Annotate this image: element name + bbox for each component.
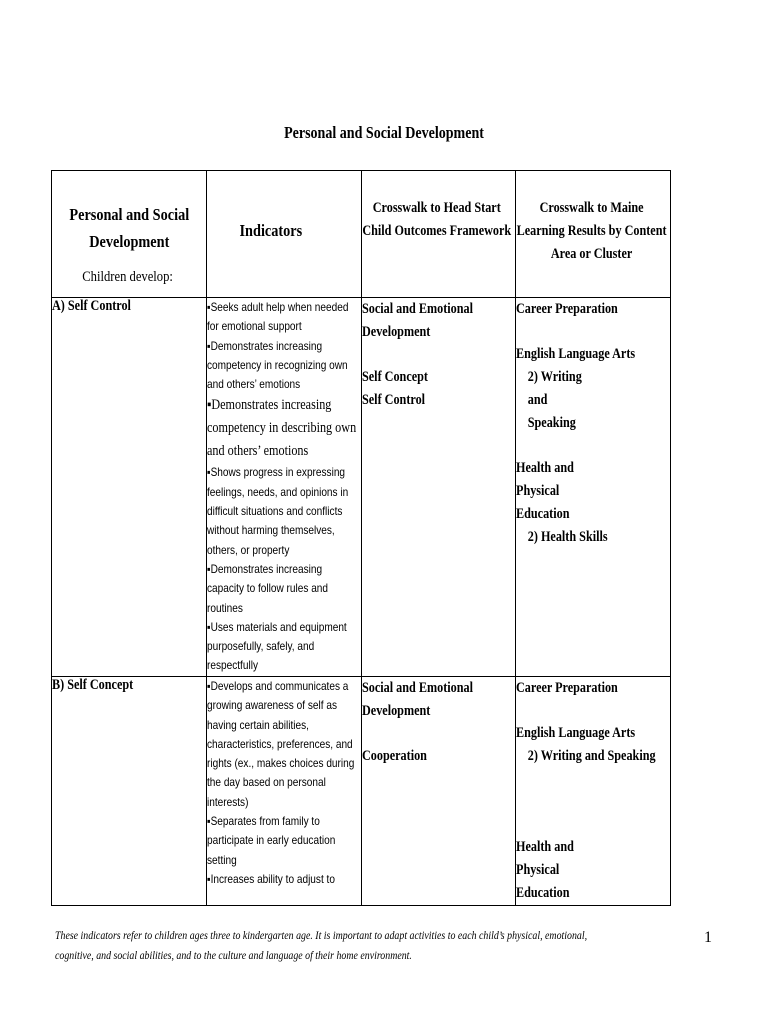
table-row <box>52 298 671 677</box>
headstart-domain: Social and Emotional Development <box>362 301 473 340</box>
indicator-item: ▪Develops and communicates a growing awareness of self as having certain abilities, characteristics, preferences, and rights (ex., makes choices during the day based on personal interests) <box>207 679 355 809</box>
header-cell-headstart <box>362 171 516 298</box>
indicator-item: ▪Uses materials and equipment purposefully, safely, and respectfully <box>207 619 347 673</box>
maine-area: English Language Arts <box>516 346 636 362</box>
maine-subitem: 2) Health Skills <box>527 529 608 545</box>
indicator-item: ▪Demonstrates increasing capacity to follow rules and routines <box>207 561 329 615</box>
row-label-cell <box>52 298 207 677</box>
maine-area: Career Preparation <box>516 680 618 696</box>
headstart-item: Cooperation <box>362 748 427 764</box>
indicator-item: ▪Shows progress in expressing feelings, needs, and opinions in difficult situations and conflicts without harming themselves, others, or property <box>207 465 349 557</box>
row-label-cell <box>52 677 207 906</box>
maine-subitem: 2) Writing and Speaking <box>527 748 656 764</box>
maine-cell <box>516 298 671 677</box>
maine-subitem: 2) Writing and Speaking <box>527 369 582 431</box>
maine-cell <box>516 677 671 906</box>
indicator-item: ▪Demonstrates increasing competency in recognizing own and others’ emotions <box>207 338 348 392</box>
header-cell-maine <box>516 171 671 298</box>
headstart-domain: Social and Emotional Development <box>362 680 473 719</box>
table-row <box>52 677 671 906</box>
development-table <box>51 170 671 906</box>
header-cell-domain <box>52 171 207 298</box>
headstart-item: Self Control <box>362 392 426 408</box>
row-label: B) Self Concept <box>52 677 134 693</box>
indicators-cell <box>207 677 362 906</box>
header-row <box>52 171 671 298</box>
indicator-item: ▪Separates from family to participate in early education setting <box>207 814 336 867</box>
indicator-item: ▪Demonstrates increasing competency in describing own and others’ emotions <box>207 397 357 460</box>
footer-note: These indicators refer to children ages three to kindergarten age. It is important to adapt activities to each child’s physical, emotional, cognitive, and social abilities, and to the culture and language of their home environment. <box>55 930 588 962</box>
headstart-cell <box>362 298 516 677</box>
maine-area: Health and Physical Education <box>516 460 574 522</box>
row-label: A) Self Control <box>52 298 131 314</box>
maine-area: Health and Physical Education <box>516 839 574 901</box>
indicator-item: ▪Seeks adult help when needed for emotional support <box>207 300 349 334</box>
indicator-item: ▪Increases ability to adjust to <box>207 871 335 886</box>
page-number: 1 <box>704 929 712 946</box>
headstart-item: Self Concept <box>362 369 428 385</box>
header-headstart: Crosswalk to Head Start Child Outcomes Framework <box>362 200 512 239</box>
header-domain-title: Personal and Social Development <box>69 205 190 251</box>
header-maine: Crosswalk to Maine Learning Results by Content Area or Cluster <box>516 200 667 262</box>
page-title: Personal and Social Development <box>284 123 484 142</box>
indicators-cell <box>207 298 362 677</box>
header-cell-indicators <box>207 171 362 298</box>
headstart-cell <box>362 677 516 906</box>
maine-area: English Language Arts <box>516 725 636 741</box>
header-domain-subtitle: Children develop: <box>82 269 173 285</box>
header-indicators: Indicators <box>239 221 303 240</box>
maine-area: Career Preparation <box>516 301 618 317</box>
